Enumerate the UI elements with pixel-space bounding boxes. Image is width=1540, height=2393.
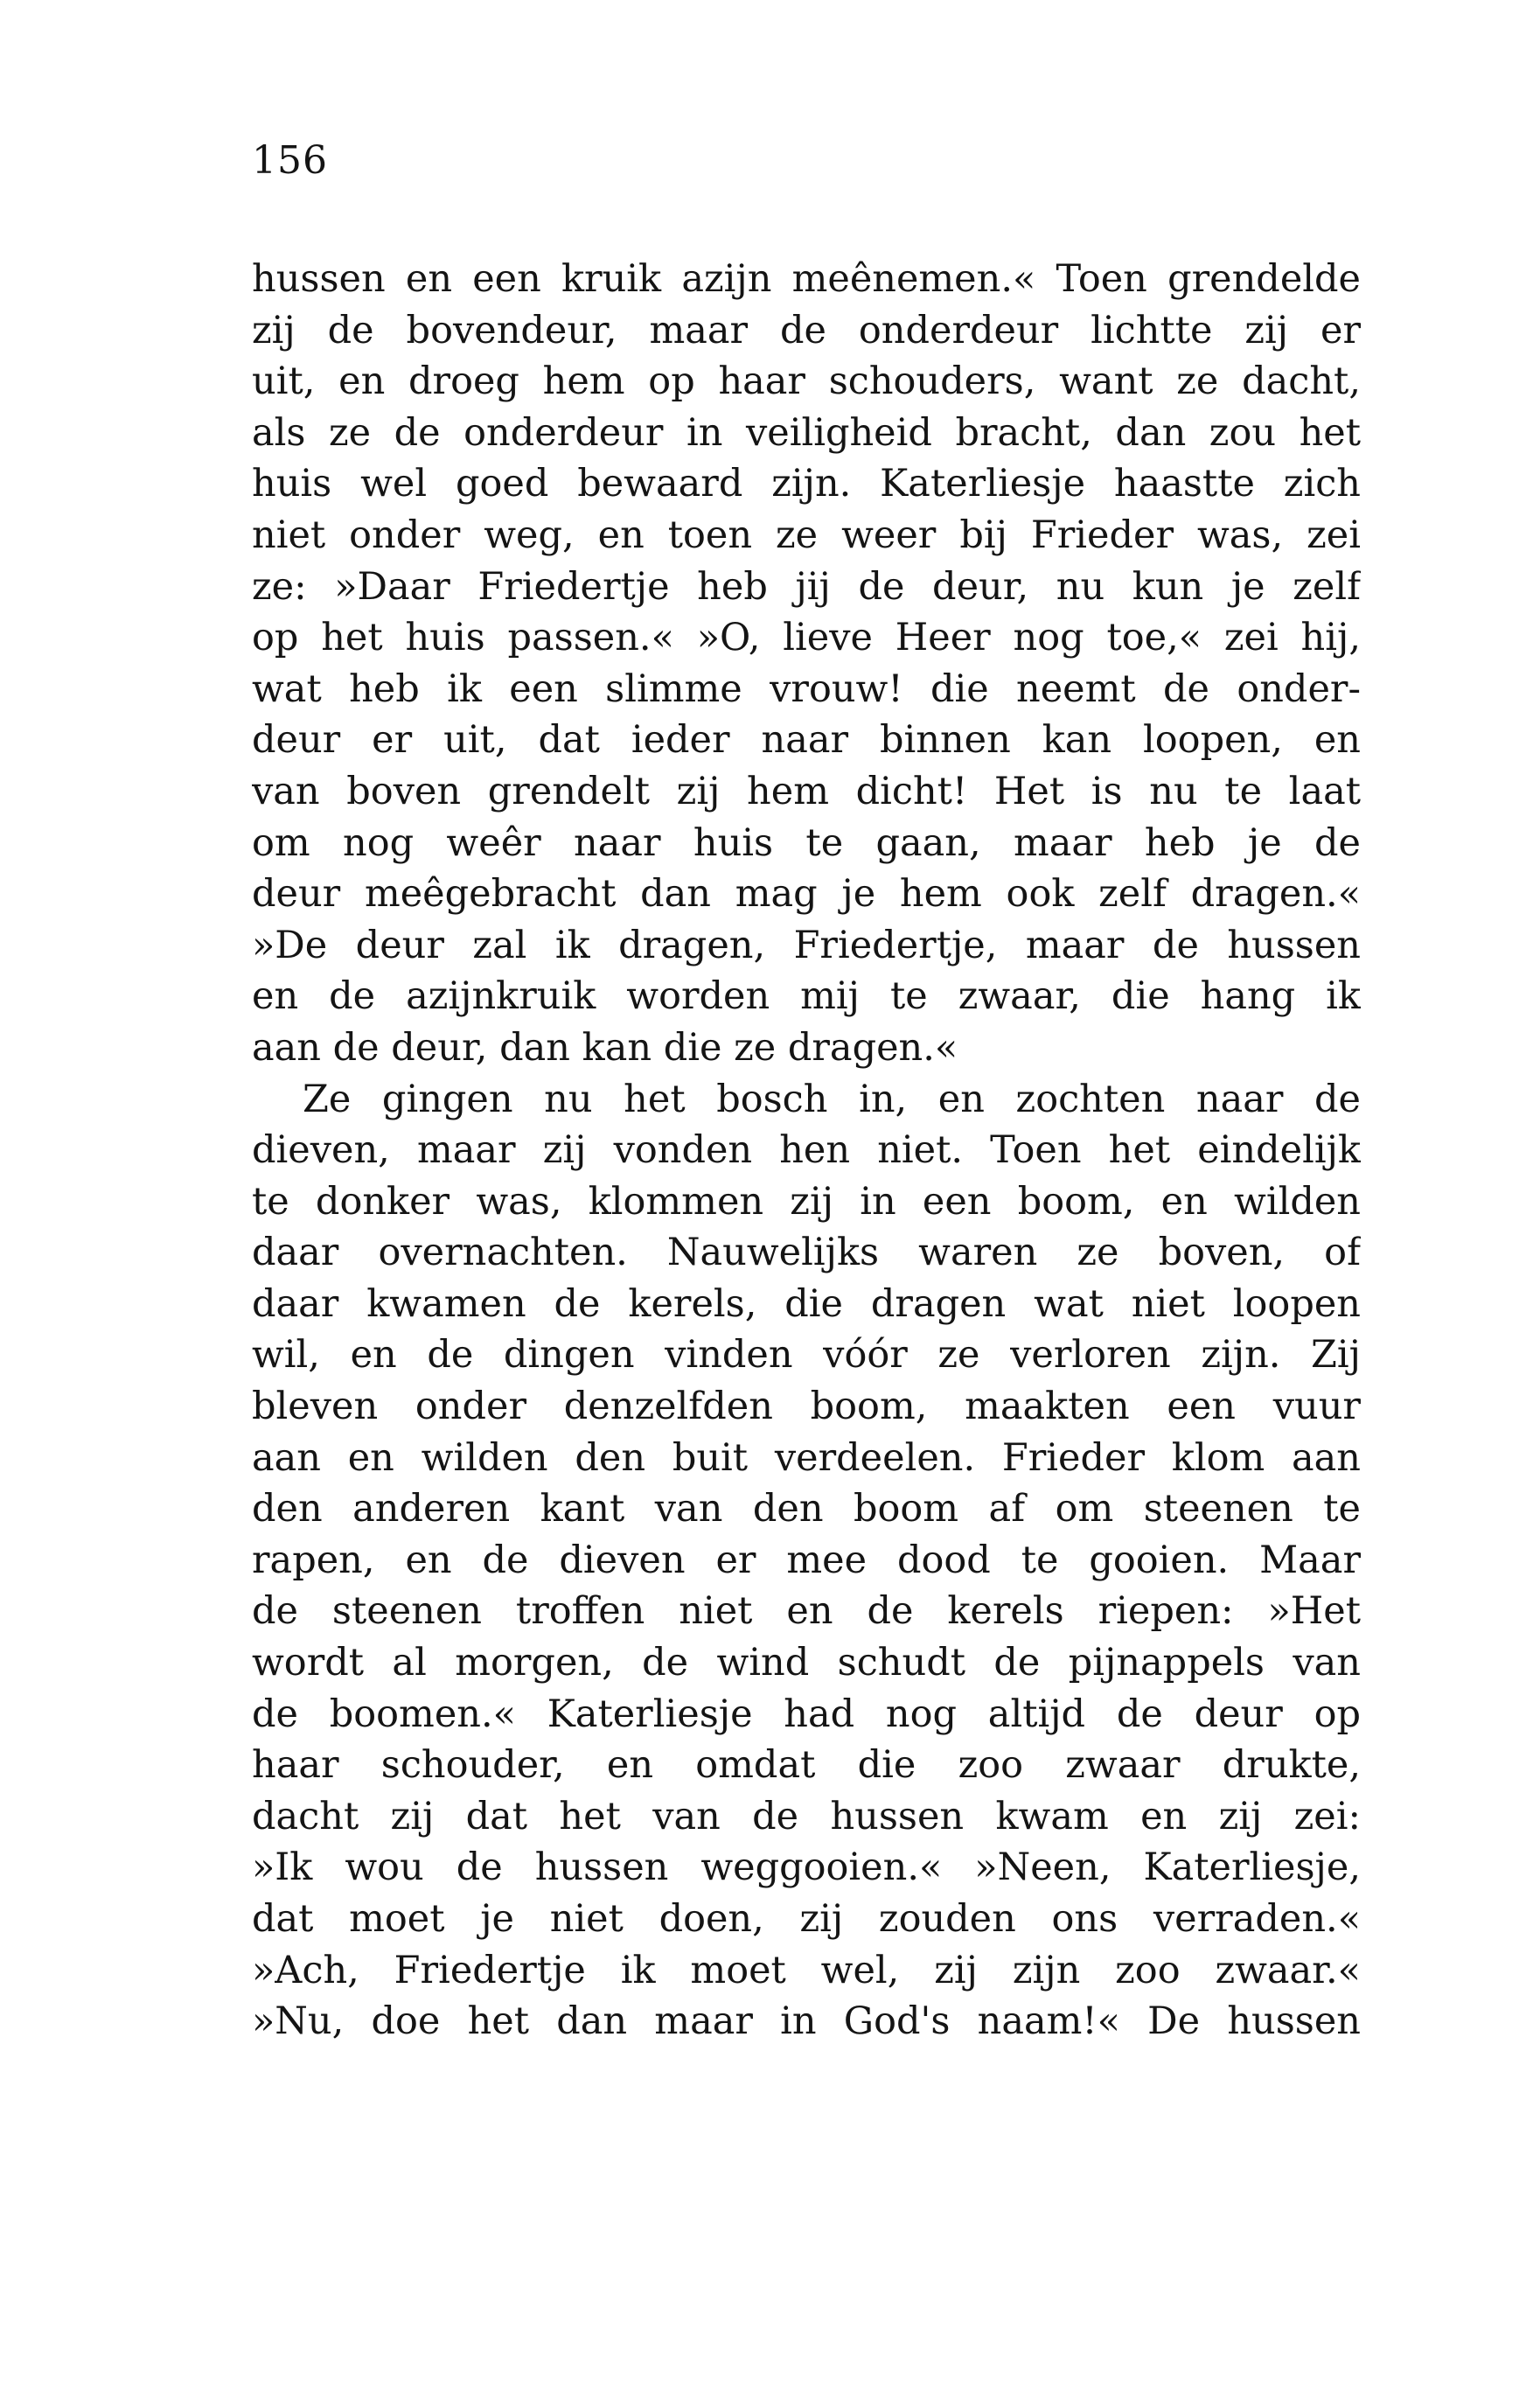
text-line: om nog weêr naar huis te gaan, maar heb je de (252, 820, 1361, 865)
text-line: aan de deur, dan kan die ze dragen.« (252, 1025, 958, 1070)
text-line: dat moet je niet doen, zij zouden ons verraden.« (252, 1897, 1361, 1941)
text-line: wordt al morgen, de wind schudt de pijnappels van (252, 1641, 1361, 1685)
body-text (252, 254, 1361, 2048)
text-line: »De deur zal ik dragen, Friedertje, maar de hussen (252, 923, 1361, 967)
text-line: als ze de onderdeur in veiligheid bracht, dan zou het (252, 410, 1361, 455)
text-line: hussen en een kruik azijn meênemen.« Toen grendelde (252, 257, 1361, 301)
text-line: zij de bovendeur, maar de onderdeur lichtte zij er (252, 308, 1361, 352)
text-line: niet onder weg, en toen ze weer bij Frieder was, zei (252, 513, 1361, 557)
text-line: wil, en de dingen vinden vóór ze verloren zijn. Zij (252, 1333, 1361, 1378)
text-line: deur meêgebracht dan mag je hem ook zelf dragen.« (252, 872, 1361, 917)
page-number: 156 (252, 138, 328, 183)
text-line: »Ik wou de hussen weggooien.« »Neen, Katerliesje, (252, 1845, 1361, 1890)
text-line: huis wel goed bewaard zijn. Katerliesje haastte zich (252, 462, 1361, 506)
text-line: dieven, maar zij vonden hen niet. Toen het eindelijk (252, 1128, 1361, 1173)
text-line: daar overnachten. Nauwelijks waren ze boven, of (252, 1231, 1361, 1275)
text-line: te donker was, klommen zij in een boom, en wilden (252, 1179, 1361, 1224)
text-line: haar schouder, en omdat die zoo zwaar drukte, (252, 1743, 1361, 1788)
text-line: de steenen troffen niet en de kerels riepen: »Het (252, 1589, 1361, 1634)
text-line: »Ach, Friedertje ik moet wel, zij zijn zoo zwaar.« (252, 1948, 1361, 1992)
text-line: wat heb ik een slimme vrouw! die neemt de onder- (252, 666, 1361, 711)
text-line: rapen, en de dieven er mee dood te gooien. Maar (252, 1538, 1361, 1582)
text-line: Ze gingen nu het bosch in, en zochten naar de (303, 1077, 1361, 1121)
text-line: daar kwamen de kerels, die dragen wat niet loopen (252, 1281, 1361, 1326)
text-line: ze: »Daar Friedertje heb jij de deur, nu kun je zelf (252, 564, 1361, 609)
text-line: dacht zij dat het van de hussen kwam en zij zei: (252, 1794, 1361, 1838)
text-line: van boven grendelt zij hem dicht! Het is nu te laat (252, 769, 1361, 813)
text-line: en de azijnkruik worden mij te zwaar, die hang ik (252, 974, 1361, 1019)
text-line: de boomen.« Katerliesje had nog altijd de deur op (252, 1692, 1361, 1736)
text-line: op het huis passen.« »O, lieve Heer nog toe,« zei hij, (252, 616, 1361, 660)
text-line: aan en wilden den buit verdeelen. Frieder klom aan (252, 1435, 1361, 1480)
text-line: deur er uit, dat ieder naar binnen kan loopen, en (252, 718, 1361, 763)
text-line: »Nu, doe het dan maar in God's naam!« De hussen (252, 1999, 1361, 2044)
text-line: uit, en droeg hem op haar schouders, want ze dacht, (252, 359, 1361, 404)
text-line: den anderen kant van den boom af om steenen te (252, 1487, 1361, 1531)
text-line: bleven onder denzelfden boom, maakten een vuur (252, 1385, 1361, 1429)
